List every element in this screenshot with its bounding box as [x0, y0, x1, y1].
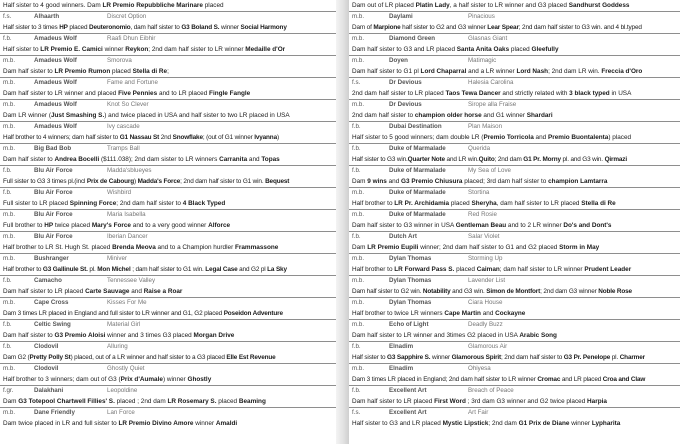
lot-sex: f.b. — [3, 343, 12, 350]
pedigree-note-text: Dam 3 times LR placed in England and full sister to LR winner and G1, G2 placed Poseidon Adventure — [3, 310, 283, 317]
pedigree-note — [0, 176, 336, 187]
pedigree-note-text: Half sister to G3 win.Quarter Note and LR win.Quito; 2nd dam G1 Pr. Morny pl. and G3 win. Qirmazi — [352, 156, 627, 163]
lot-sire: Duke of Marmalade — [389, 189, 446, 196]
lot-header — [349, 209, 680, 220]
lot-header — [0, 407, 336, 418]
lot-sex: m.b. — [352, 189, 365, 196]
lot-header — [349, 319, 680, 330]
pedigree-note-text: Half sister to 4 good winners. Dam LR Premio Repubbliche Marinare placed — [3, 2, 224, 9]
pedigree-note-text: Half sister to 5 good winners; dam double LR (Premio Torricola and Premio Buontalenta) placed — [352, 134, 632, 141]
pedigree-note-text: Dam 3 times LR placed in England; 2nd dam half sister to LR winner Cromac and LR placed Croa and Claw — [352, 376, 646, 383]
lot-header — [349, 165, 680, 176]
lot-sire: Amadeus Wolf — [34, 79, 77, 86]
lot-header — [349, 33, 680, 44]
pedigree-note-text: Half brother to G3 Gallinule St. pl. Mon Michel ; dam half sister to G1 win. Legal Case and G2 pl La Sky — [3, 266, 287, 273]
pedigree-note — [0, 242, 336, 253]
lot-header — [0, 187, 336, 198]
pedigree-note — [349, 154, 680, 165]
lot-header — [0, 55, 336, 66]
lot-sire: Dutch Art — [389, 233, 417, 240]
pedigree-note — [349, 66, 680, 77]
lot-sex: m.b. — [3, 299, 16, 306]
lot-dam: Alluring — [107, 343, 128, 350]
pedigree-note-text: Half brother to 3 winners; dam out of G3 (Prix d'Aumale) winner Ghostly — [3, 376, 212, 383]
pedigree-note-text: Dam twice placed in LR and full sister to LR Premio Divino Amore winner Amaldi — [3, 420, 238, 427]
pedigree-note — [349, 242, 680, 253]
pedigree-note-text: Full sister to G3 3 times pl.(incl Prix de Cabourg) Madda's Force; 2nd dam half sister to G1 win. Bequest — [3, 178, 290, 185]
lot-sire: Duke of Marmalade — [389, 145, 446, 152]
pedigree-note-text: Half sister to G3 and LR placed Mystic Lipstick; 2nd dam G1 Prix de Diane winner Lypharita — [352, 420, 621, 427]
pedigree-note-text: Dam half sister to G3 Premio Aloisi winner and 3 times G3 placed Morgan Drive — [3, 332, 235, 339]
lot-dam: Tennessee Valley — [107, 277, 156, 284]
pedigree-note-text: Dam of Marpione half sister to G2 and G3 winner Lear Spear; 2nd dam half sister to G3 win. and 4 bl.typed — [352, 24, 642, 31]
lot-sex: f.b. — [3, 167, 12, 174]
lot-sire: Dane Friendly — [34, 409, 75, 416]
pedigree-note-text: Half brother to twice LR winners Cape Martin and Cockayne — [352, 310, 526, 317]
lot-sire: Big Bad Bob — [34, 145, 72, 152]
pedigree-note — [349, 374, 680, 385]
pedigree-note — [349, 286, 680, 297]
pedigree-note — [349, 308, 680, 319]
lot-sex: m.b. — [3, 145, 16, 152]
pedigree-note — [349, 22, 680, 33]
lot-header — [0, 385, 336, 396]
lot-dam: Plan Maison — [468, 123, 503, 130]
lot-header — [349, 297, 680, 308]
lot-sire: Amadeus Wolf — [34, 35, 77, 42]
lot-header — [0, 77, 336, 88]
pedigree-note-text: Half brother to LR Forward Pass S. placed Caiman; dam half sister to LR winner Prudent Leader — [352, 266, 632, 273]
lot-dam: Red Rosie — [468, 211, 497, 218]
pedigree-note — [0, 0, 336, 11]
lot-sex: f.s. — [352, 79, 361, 86]
lot-dam: Deadly Buzz — [468, 321, 503, 328]
lot-sex: m.b. — [3, 101, 16, 108]
lot-dam: Madda'sblueyes — [107, 167, 152, 174]
lot-dam: Querida — [468, 145, 491, 152]
pedigree-note-text: Dam half sister to LR winner and 3times G2 placed in USA Arabic Song — [352, 332, 557, 339]
lot-sire: Amadeus Wolf — [34, 57, 77, 64]
lot-sire: Dubai Destination — [389, 123, 442, 130]
lot-dam: Material Girl — [107, 321, 141, 328]
lot-header — [349, 77, 680, 88]
lot-sire: Blu Air Force — [34, 211, 73, 218]
pedigree-note-text: Dam G3 Totepool Chartwell Fillies' S. placed ; 2nd dam LR Rosemary S. placed Beaming — [3, 398, 266, 405]
lot-sire: Clodovil — [34, 365, 59, 372]
pedigree-note — [0, 132, 336, 143]
lot-header — [0, 11, 336, 22]
pedigree-note — [0, 44, 336, 55]
lot-sire: Blu Air Force — [34, 233, 73, 240]
pedigree-note — [0, 330, 336, 341]
lot-header — [349, 363, 680, 374]
lot-sex: m.b. — [3, 255, 16, 262]
lot-sire: Dylan Thomas — [389, 255, 432, 262]
lot-header — [349, 253, 680, 264]
lot-header — [349, 121, 680, 132]
lot-sex: m.b. — [352, 57, 365, 64]
lot-sire: Dalakhani — [34, 387, 64, 394]
lot-sire: Dylan Thomas — [389, 299, 432, 306]
lot-sire: Dr Devious — [389, 101, 422, 108]
lot-sire: Duke of Marmalade — [389, 167, 446, 174]
lot-header — [349, 143, 680, 154]
pedigree-note-text: Dam half sister to G2 win. Notability and G3 win. Simon de Montfort; 2nd dam G3 winner Noble Rose — [352, 288, 632, 295]
pedigree-note — [349, 0, 680, 11]
lot-dam: Sirope alla Fraise — [468, 101, 517, 108]
lot-dam: Iberian Dancer — [107, 233, 148, 240]
lot-sex: f.b. — [3, 189, 12, 196]
pedigree-note — [0, 154, 336, 165]
lot-sex: m.b. — [3, 211, 16, 218]
lot-dam: Matimagic — [468, 57, 497, 64]
lot-sex: m.b. — [3, 123, 16, 130]
lot-sex: m.b. — [3, 233, 16, 240]
pedigree-note-text: Dam LR Premio Eupili winner; 2nd dam half sister to G1 and G2 placed Storm in May — [352, 244, 600, 251]
lot-header — [349, 385, 680, 396]
lot-sire: Diamond Green — [389, 35, 436, 42]
pedigree-note-text: Half brother to LR Pr. Archidamia placed Sheryha, dam half sister to LR placed Stella di Re — [352, 200, 616, 207]
pedigree-note-text: 2nd dam half sister to champion older horse and G1 winner Shardari — [352, 112, 553, 119]
lot-sex: f.b. — [352, 343, 361, 350]
pedigree-note — [349, 264, 680, 275]
lot-sire: Excellent Art — [389, 409, 427, 416]
lot-sire: Dylan Thomas — [389, 277, 432, 284]
lot-header — [349, 407, 680, 418]
lot-sex: f.b. — [352, 145, 361, 152]
lot-sex: f.b. — [352, 387, 361, 394]
lot-header — [0, 99, 336, 110]
lot-sex: m.b. — [3, 409, 16, 416]
pedigree-note — [0, 110, 336, 121]
pedigree-note — [0, 396, 336, 407]
pedigree-note-text: Dam half sister to LR Premio Rumon placed Stella di Re; — [3, 68, 169, 75]
pedigree-note — [349, 88, 680, 99]
pedigree-note-text: Full sister to LR placed Spinning Force; 2nd dam half sister to 4 Black Typed — [3, 200, 226, 207]
lot-dam: Ciara House — [468, 299, 503, 306]
pedigree-note — [349, 198, 680, 209]
lot-dam: Art Fair — [468, 409, 489, 416]
lot-header — [349, 187, 680, 198]
pedigree-note-text: Half brother to LR St. Hugh St. placed Brenda Meova and to a Champion hurdler Frammassone — [3, 244, 279, 251]
pedigree-note — [349, 396, 680, 407]
pedigree-note — [0, 264, 336, 275]
lot-dam: Glamorous Air — [468, 343, 508, 350]
lot-sex: m.b. — [3, 365, 16, 372]
pedigree-note-text: Dam 9 wins and G3 Premio Chiusura placed; 3rd dam half sister to champion Lamtarra — [352, 178, 608, 185]
lot-sex: m.b. — [352, 365, 365, 372]
lot-sire: Elnadim — [389, 343, 414, 350]
lot-header — [0, 341, 336, 352]
lot-sire: Camacho — [34, 277, 62, 284]
lot-header — [349, 11, 680, 22]
pedigree-note — [0, 286, 336, 297]
lot-dam: Salar Violet — [468, 233, 500, 240]
lot-header — [0, 363, 336, 374]
lot-sire: Cape Cross — [34, 299, 69, 306]
lot-sex: f.b. — [3, 321, 12, 328]
lot-header — [0, 165, 336, 176]
lot-dam: Smorova — [107, 57, 132, 64]
pedigree-note — [349, 44, 680, 55]
lot-dam: Storming Up — [468, 255, 503, 262]
lot-sex: f.s. — [352, 409, 361, 416]
lot-sire: Excellent Art — [389, 387, 427, 394]
lot-sire: Amadeus Wolf — [34, 123, 77, 130]
lot-dam: Fame and Fortune — [107, 79, 158, 86]
lot-dam: Lavender List — [468, 277, 506, 284]
lot-sire: Daylami — [389, 13, 413, 20]
lot-sex: m.b. — [352, 321, 365, 328]
lot-dam: Glasnas Giant — [468, 35, 508, 42]
lot-sex: m.b. — [3, 57, 16, 64]
pedigree-note — [0, 22, 336, 33]
lot-sire: Dr Devious — [389, 79, 422, 86]
lot-sire: Bushranger — [34, 255, 69, 262]
pedigree-note-text: Dam out of LR placed Platin Lady, a half sister to LR winner and G3 placed Sandhurst Goddess — [352, 2, 630, 9]
lot-sire: Clodovil — [34, 343, 59, 350]
lot-header — [349, 341, 680, 352]
pedigree-note-text: Half sister to G3 Sapphire S. winner Glamorous Spirit; 2nd dam half sister to G3 Pr. Penelope pl. Charmer — [352, 354, 645, 361]
pedigree-note — [0, 66, 336, 77]
lot-sex: f.b. — [352, 167, 361, 174]
pedigree-note — [0, 374, 336, 385]
lot-dam: Discret Option — [107, 13, 147, 20]
lot-header — [0, 121, 336, 132]
pedigree-note-text: Dam LR winner (Just Smashing S.) and twice placed in USA and half sister to two LR placed in USA — [3, 112, 290, 119]
lot-dam: Lan Force — [107, 409, 135, 416]
lot-dam: Wishbird — [107, 189, 132, 196]
pedigree-note-text: Dam half sister to LR placed First Word ; 3rd dam G3 winner and G2 twice placed Harpia — [352, 398, 607, 405]
pedigree-note — [349, 220, 680, 231]
lot-sex: f.s. — [3, 13, 12, 20]
lot-header — [349, 99, 680, 110]
lot-dam: Miniver — [107, 255, 127, 262]
lot-dam: My Sea of Love — [468, 167, 511, 174]
lot-sire: Doyen — [389, 57, 408, 64]
lot-sex: m.b. — [352, 13, 365, 20]
pedigree-note — [349, 352, 680, 363]
pedigree-note-text: Dam half sister to LR placed Carte Sauvage and Raise a Roar — [3, 288, 183, 295]
pedigree-note-text: 2nd dam half sister to LR placed Taos Tewa Dancer and strictly related with 3 black typed in USA — [352, 90, 632, 97]
lot-sex: f.b. — [3, 277, 12, 284]
pedigree-note — [0, 220, 336, 231]
lot-sex: f.b. — [3, 35, 12, 42]
pedigree-note-text: Half brother to 4 winners; dam half sister to G1 Nassau St 2nd Snowflake; (out of G1 winner Ivyanna) — [3, 134, 279, 141]
pedigree-note — [0, 88, 336, 99]
lot-dam: Stortina — [468, 189, 490, 196]
pedigree-note-text: Dam G2 (Pretty Polly St) placed, out of a LR winner and half sister to a G3 placed Elle Est Revenue — [3, 354, 276, 361]
pedigree-note-text: Half sister to LR Premio E. Camici winner Reykon; 2nd dam half sister to LR winner Medaille d'Or — [3, 46, 286, 53]
pedigree-note-text: Half sister to 3 times HP placed Deuteronomio, dam half sister to G3 Boland S. winner Social Harmony — [3, 24, 287, 31]
pedigree-note-text: Full brother to HP twice placed Mary's Force and to a very good winner Alforce — [3, 222, 231, 229]
pedigree-note-text: Dam half sister to LR winner and placed Five Pennies and to LR placed Fingle Fangle — [3, 90, 251, 97]
lot-dam: Raafi Dhun Eibhir — [107, 35, 156, 42]
lot-sex: f.b. — [352, 233, 361, 240]
lot-sex: m.b. — [352, 35, 365, 42]
pedigree-note — [349, 330, 680, 341]
left-column — [0, 0, 336, 429]
lot-dam: Breach of Peace — [468, 387, 514, 394]
lot-sire: Alhaarth — [34, 13, 60, 20]
lot-sex: m.b. — [352, 101, 365, 108]
lot-dam: Kisses For Me — [107, 299, 147, 306]
lot-sex: m.b. — [352, 277, 365, 284]
lot-dam: Ivy cascade — [107, 123, 140, 130]
lot-header — [0, 33, 336, 44]
pedigree-note-text: Dam half sister to G1 pl Lord Chaparral and a LR winner Lord Nash; 2nd dam LR win. Freccia d'Oro — [352, 68, 643, 75]
pedigree-note — [349, 418, 680, 429]
lot-sex: m.b. — [352, 299, 365, 306]
lot-sex: f.gr. — [3, 387, 14, 394]
lot-sire: Duke of Marmalade — [389, 211, 446, 218]
lot-dam: Maria Isabella — [107, 211, 146, 218]
lot-header — [349, 275, 680, 286]
lot-header — [0, 209, 336, 220]
lot-sire: Blu Air Force — [34, 167, 73, 174]
lot-header — [0, 253, 336, 264]
lot-sire: Echo of Light — [389, 321, 429, 328]
pedigree-note-text: Dam half sister to G3 and LR placed Santa Anita Oaks placed Gleefully — [352, 46, 559, 53]
lot-header — [0, 143, 336, 154]
lot-sex: m.b. — [352, 255, 365, 262]
lot-sire: Amadeus Wolf — [34, 101, 77, 108]
lot-header — [0, 275, 336, 286]
lot-header — [349, 231, 680, 242]
pedigree-note — [0, 198, 336, 209]
lot-sire: Elnadim — [389, 365, 414, 372]
lot-dam: Pinacious — [468, 13, 495, 20]
pedigree-note — [0, 352, 336, 363]
lot-dam: Leopoldine — [107, 387, 138, 394]
lot-header — [0, 297, 336, 308]
right-column — [349, 0, 680, 429]
lot-dam: Halesia Carolina — [468, 79, 514, 86]
lot-sex: m.b. — [3, 79, 16, 86]
pedigree-note — [0, 418, 336, 429]
pedigree-note — [349, 132, 680, 143]
lot-sire: Blu Air Force — [34, 189, 73, 196]
lot-sire: Celtic Swing — [34, 321, 71, 328]
lot-dam: Tramps Ball — [107, 145, 140, 152]
lot-header — [0, 231, 336, 242]
lot-sex: m.b. — [352, 211, 365, 218]
lot-sex: f.b. — [352, 123, 361, 130]
lot-dam: Knot So Clever — [107, 101, 149, 108]
pedigree-note-text: Dam half sister to Andrea Bocelli ($111.038); 2nd dam sister to LR winners Carranita and Topas — [3, 156, 280, 163]
lot-header — [0, 319, 336, 330]
pedigree-note — [349, 176, 680, 187]
lot-dam: Ghostly Quiet — [107, 365, 145, 372]
lot-dam: Ohiyesa — [468, 365, 491, 372]
pedigree-note-text: Dam half sister to G3 winner in USA Gentleman Beau and to 2 LR winner Do's and Dont's — [352, 222, 612, 229]
page-gutter — [336, 0, 349, 444]
pedigree-note — [349, 110, 680, 121]
pedigree-note — [0, 308, 336, 319]
lot-header — [349, 55, 680, 66]
